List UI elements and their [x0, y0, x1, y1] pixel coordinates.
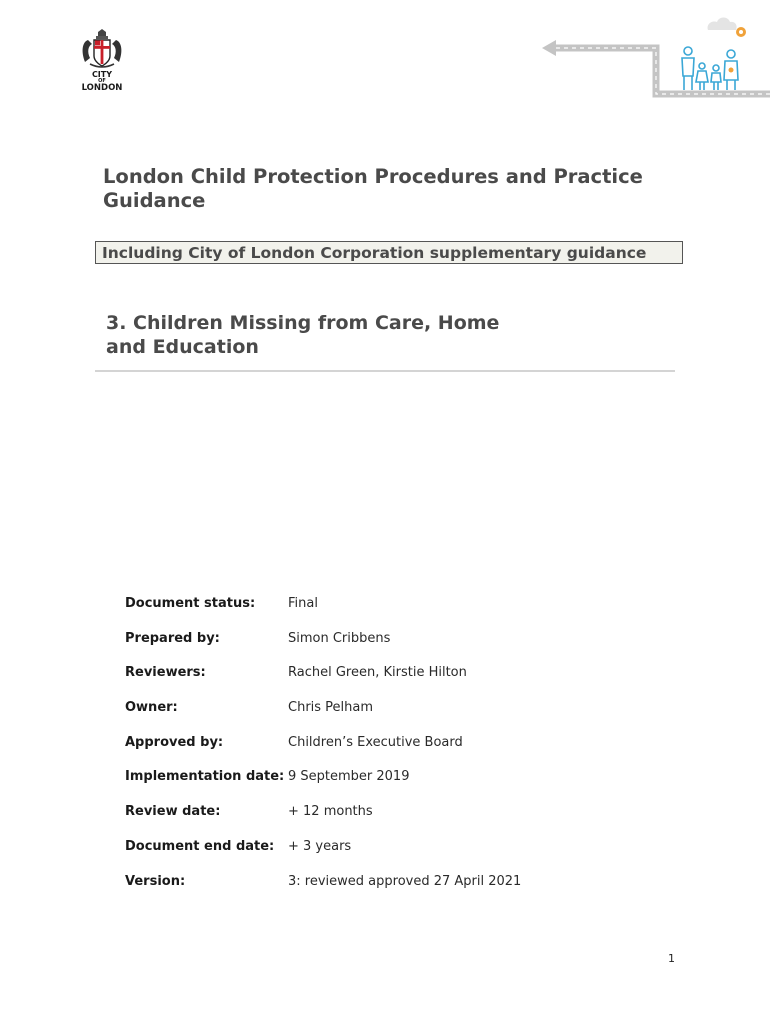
meta-key: Approved by:: [125, 734, 224, 750]
meta-value: + 12 months: [288, 804, 373, 820]
meta-key: Implementation date:: [125, 769, 285, 785]
meta-key: Prepared by:: [125, 630, 220, 646]
logo-line-3: LONDON: [81, 83, 123, 93]
meta-key: Document status:: [125, 596, 256, 611]
subtitle-banner: [95, 241, 683, 264]
meta-value: Children’s Executive Board: [288, 734, 463, 750]
meta-key: Version:: [125, 873, 186, 889]
meta-key: Review date:: [125, 804, 221, 820]
meta-value: + 3 years: [288, 838, 352, 854]
logo-line-1: CITY: [91, 70, 113, 79]
meta-key: Owner:: [125, 700, 178, 716]
meta-value: Rachel Green, Kirstie Hilton: [288, 665, 467, 681]
meta-key: Document end date:: [125, 838, 275, 854]
subtitle-text: Including City of London Corporation supplementary guidance: [102, 244, 647, 262]
section-title: 3. Children Missing from Care, Home and Education: [106, 312, 500, 358]
meta-value: Final: [288, 596, 318, 611]
divider: [95, 370, 675, 372]
city-of-london-logo: [72, 28, 132, 98]
meta-value: Chris Pelham: [288, 700, 374, 716]
meta-value: 9 September 2019: [288, 769, 410, 785]
meta-value: Simon Cribbens: [288, 630, 391, 646]
meta-key: Reviewers:: [125, 665, 206, 681]
page-number: 1: [668, 952, 675, 965]
logo-line-2: OF: [98, 78, 106, 84]
family-pathway-illustration: [536, 10, 770, 102]
document-title: London Child Protection Procedures and Practice Guidance: [103, 165, 643, 212]
city-of-london-crest-icon: [78, 28, 126, 70]
meta-value: 3: reviewed approved 27 April 2021: [288, 873, 522, 889]
